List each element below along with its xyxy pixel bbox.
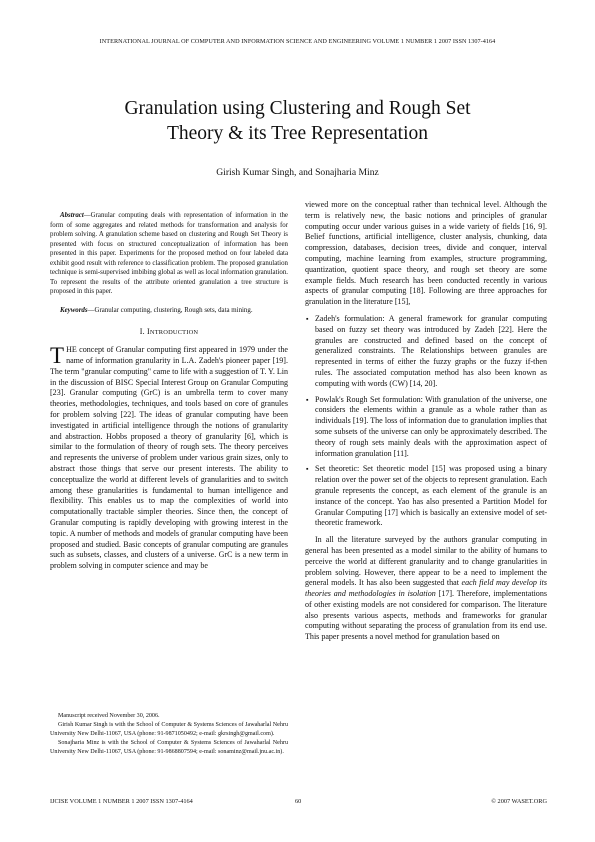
title-line-2: Theory & its Tree Representation bbox=[166, 123, 429, 144]
footnote-author-2: Sonajharia Minz is with the School of Computer & Systems Sciences of Jawaharlal Nehru University New Delhi-11067, USA (phone: 91-9868807594; e-mail: sonaminz@mail.jnu.ac.in). bbox=[50, 740, 288, 755]
right-intro-paragraph: viewed more on the conceptual rather than technical level. Although the term is relatively new, the basic notions and principles of granular computing occur under various guises in a wide variety of fields [16, 9]. Belief functions, artificial intelligence, cluster analysis, chunking, data compression, databases, decision trees, divide and conquer, interval computing, machine learning from examples, structure programming, quantization, quotient space theory, and rough set theory are some example fields. Much research has been conducted recently in various aspects of granular computing [18]. Following are three approaches for granulation in the literature [15], bbox=[305, 200, 547, 307]
drop-cap: T bbox=[50, 343, 65, 369]
left-column bbox=[50, 200, 288, 572]
list-item-text: Zadeh's formulation: A general framework for granular computing based on fuzzy set theory was introduced by Zadeh [22]. Here the granules are constructed and defined based on the concept of generalized constraints. The Relationships between granules are represented in terms of either the fuzzy graphs or the fuzzy if-then rules. The associated computation method has also been known as computing with words (CW) [14, 20]. bbox=[315, 313, 547, 388]
abstract-text: —Granular computing deals with representation of information in the form of some aggregates and related methods for transformation and analysis for problem solving. A granulation scheme based on clustering and Rough Set Theory is presented with focus on structured conceptualization of information has been presented in this paper. Experiments for the proposed method on four labeled data exhibit good result with reference to classification problem. The proposed granulation technique is semi-supervised imbibing global as well as local information granulation. To represent the results of the attribute oriented granulation a tree structure is proposed in this paper. bbox=[50, 212, 288, 296]
bullet-icon: ▪ bbox=[306, 395, 309, 404]
footnotes bbox=[50, 712, 288, 757]
paper-title bbox=[40, 96, 555, 146]
authors: Girish Kumar Singh, and Sonajharia Minz bbox=[216, 167, 379, 178]
page-number: 60 bbox=[295, 798, 302, 805]
section-title-first: I bbox=[147, 327, 150, 337]
right-column bbox=[305, 200, 547, 643]
footer-journal: IJCISE VOLUME 1 NUMBER 1 2007 ISSN 1307-4164 bbox=[50, 798, 193, 805]
abstract-label: Abstract bbox=[60, 212, 84, 219]
section-heading-introduction bbox=[50, 327, 288, 339]
keywords bbox=[50, 306, 288, 316]
keywords-text: —Granular computing, clustering, Rough sets, data mining. bbox=[87, 306, 253, 314]
abstract bbox=[50, 211, 288, 297]
intro-paragraph bbox=[50, 345, 288, 572]
footer-copyright: © 2007 WASET.ORG bbox=[491, 798, 547, 805]
list-item-text: Powlak's Rough Set formulation: With granulation of the universe, one considers the elements within a granule as a whole rather than as individuals [19]. The loss of information due to granulation implies that some subsets of the universe can only be approximately described. The theory of rough sets mainly deals with the approximation aspect of information granulation [11]. bbox=[315, 394, 547, 458]
closing-emphasis: each field may develop its theories and methodologies in isolation bbox=[305, 578, 548, 599]
list-item-text: Set theoretic: Set theoretic model [15] was proposed using a binary relation over the power set of the objects to represent granulation. Each granule represents the concept, as each element of the granule is an instance of the concept. Yao has also presented a Partition Model for Granular Computing [17] which is basically an extensive model of set-theoretic framework. bbox=[315, 464, 547, 528]
bullet-icon: ▪ bbox=[306, 314, 309, 323]
section-title-rest: NTRODUCTION bbox=[149, 329, 199, 337]
intro-text: HE concept of Granular computing first appeared in 1979 under the name of information granularity in L.A. Zadeh's pioneer paper [19]. The term "granular computing" came to life with a suggestion of T. Y. Lin in the discussion of BISC Special Interest Group on Granular Computing [23]. Granular computing (GrC) is an umbrella term to cover many theories, methodologies, techniques, and tools based on core of granules for problem solving [22]. The ideas of granular computing have been investigated in artificial intelligence through the notions of granularity and abstraction. Hobbs proposed a theory of granularity [6], which is similar to the formulation of theory of rough sets. The theory perceives and represents the universe of problem under various grain sizes, only to abstract those things that serve our present interests. The ability to conceptualize the world at different levels of granularities and to switch among these granularities is fundamental to human intelligence and flexibility. This enables us to map the complexities of world into computationally tractable simpler theories. Since then, the concept of Granular computing is rapidly developing with growing interest in the topic. A number of methods and models of granular computing have been proposed and studied. Basic concepts of granular computing are granules such as subsets, classes, and clusters of a universe. GrC is a new term in problem solving in computer science and may be bbox=[50, 345, 289, 571]
closing-text-b: [17]. Therefore, implementations of other existing models are not considered for comparison. The literature also presents various aspects, methods and frameworks for granular computing without separating the process of granulation from its end use. This paper presents a novel method for granulation based on bbox=[305, 589, 547, 642]
list-item bbox=[305, 314, 547, 390]
title-line-1: Granulation using Clustering and Rough Set bbox=[124, 98, 471, 119]
closing-text-a: In all the literature surveyed by the authors granular computing in general has been presented as a model similar to the ability of humans to perceive the world at different granularity and to change granularities in problem solving. However, there appear to be a need to implement the general models. It has also been suggested that bbox=[305, 535, 547, 588]
section-number: I. bbox=[139, 327, 145, 337]
footnote-author-1: Girish Kumar Singh is with the School of Computer & Systems Sciences of Jawaharlal Nehru University New Delhi-11067, USA (phone: 91-9871050492; e-mail: gkrsingh@gmail.com). bbox=[50, 722, 288, 737]
bullet-icon: ▪ bbox=[306, 465, 309, 474]
approaches-list bbox=[305, 314, 547, 529]
closing-paragraph bbox=[305, 535, 547, 643]
running-head: INTERNATIONAL JOURNAL OF COMPUTER AND INFORMATION SCIENCE AND ENGINEERING VOLUME 1 NUMBER 1 2007 ISSN 1307-4164 bbox=[99, 38, 496, 45]
footnote-manuscript: Manuscript received November 30, 2006. bbox=[58, 713, 160, 719]
list-item bbox=[305, 395, 547, 460]
list-item bbox=[305, 464, 547, 529]
keywords-label: Keywords bbox=[60, 306, 88, 314]
